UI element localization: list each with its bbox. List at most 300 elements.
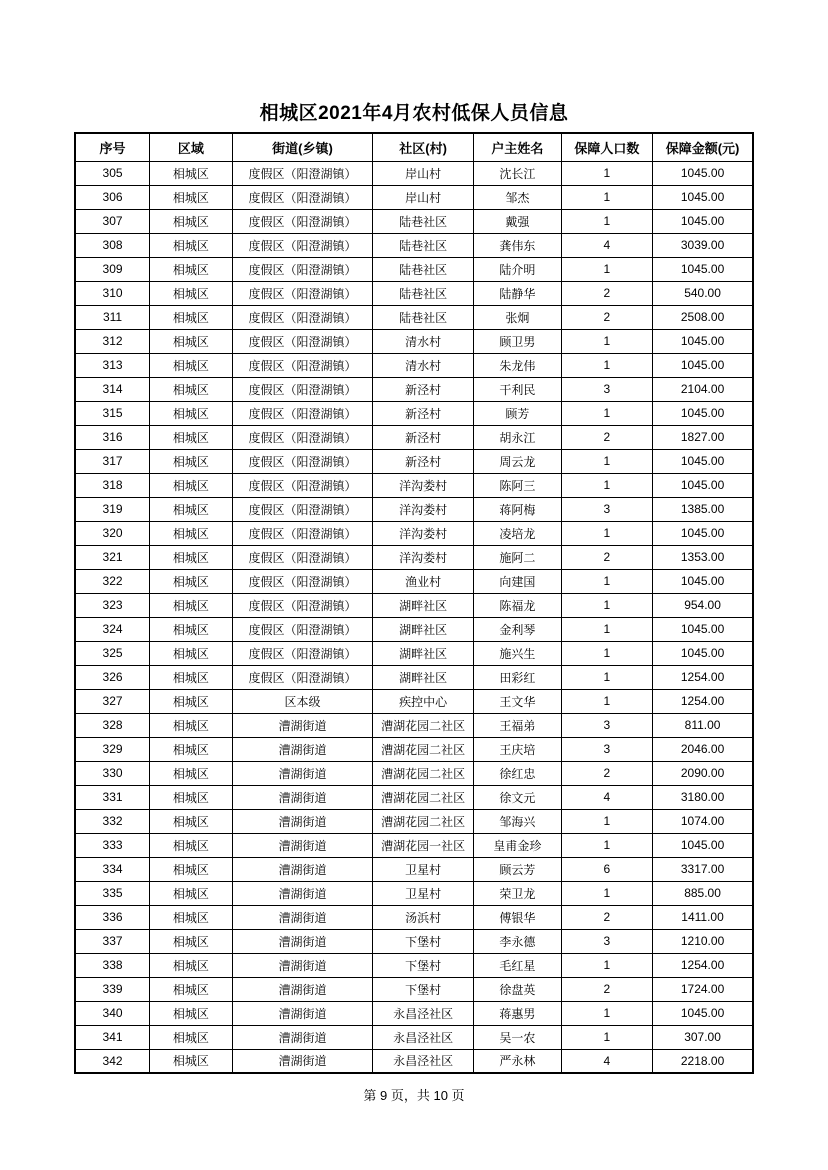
table-cell: 310 [75,281,150,305]
table-cell: 338 [75,953,150,977]
table-cell: 334 [75,857,150,881]
table-row [75,953,753,977]
table-cell: 相城区 [150,617,233,641]
table-cell: 2508.00 [653,305,753,329]
table-cell: 1045.00 [653,569,753,593]
table-cell: 相城区 [150,737,233,761]
table-cell: 954.00 [653,593,753,617]
table-cell: 相城区 [150,353,233,377]
table-cell: 度假区（阳澄湖镇） [232,257,372,281]
table-cell: 新泾村 [373,449,474,473]
table-cell: 317 [75,449,150,473]
table-cell: 漕湖花园二社区 [373,737,474,761]
table-cell: 相城区 [150,425,233,449]
table-cell: 朱龙伟 [474,353,561,377]
table-cell: 永昌泾社区 [373,1049,474,1073]
table-cell: 322 [75,569,150,593]
table-cell: 1 [561,593,653,617]
table-cell: 339 [75,977,150,1001]
table-cell: 相城区 [150,305,233,329]
table-row [75,929,753,953]
table-cell: 清水村 [373,353,474,377]
table-cell: 相城区 [150,833,233,857]
table-cell: 1254.00 [653,665,753,689]
table-cell: 1 [561,209,653,233]
table-cell: 邹海兴 [474,809,561,833]
table-cell: 331 [75,785,150,809]
table-cell: 相城区 [150,761,233,785]
table-cell: 漕湖街道 [232,929,372,953]
table-cell: 卫星村 [373,881,474,905]
table-row [75,473,753,497]
table-cell: 度假区（阳澄湖镇） [232,233,372,257]
table-cell: 相城区 [150,1025,233,1049]
table-cell: 1385.00 [653,497,753,521]
table-cell: 1 [561,353,653,377]
table-cell: 335 [75,881,150,905]
table-cell: 湖畔社区 [373,593,474,617]
table-cell: 1045.00 [653,449,753,473]
table-cell: 342 [75,1049,150,1073]
table-cell: 2 [561,305,653,329]
table-row [75,305,753,329]
table-cell: 1827.00 [653,425,753,449]
table-cell: 相城区 [150,209,233,233]
table-cell: 漕湖街道 [232,833,372,857]
table-cell: 度假区（阳澄湖镇） [232,161,372,185]
table-cell: 308 [75,233,150,257]
table-cell: 漕湖花园二社区 [373,785,474,809]
table-cell: 1254.00 [653,689,753,713]
table-cell: 3 [561,377,653,401]
welfare-table [74,132,754,1074]
table-row [75,761,753,785]
table-cell: 岸山村 [373,161,474,185]
table-cell: 新泾村 [373,377,474,401]
table-cell: 1045.00 [653,1001,753,1025]
table-cell: 漕湖街道 [232,737,372,761]
table-cell: 327 [75,689,150,713]
table-cell: 漕湖街道 [232,977,372,1001]
table-cell: 相城区 [150,785,233,809]
table-cell: 相城区 [150,329,233,353]
table-cell: 1210.00 [653,929,753,953]
table-cell: 漕湖街道 [232,713,372,737]
table-cell: 陆巷社区 [373,305,474,329]
table-cell: 张炯 [474,305,561,329]
table-cell: 陆巷社区 [373,209,474,233]
table-cell: 干利民 [474,377,561,401]
table-cell: 相城区 [150,953,233,977]
table-cell: 相城区 [150,473,233,497]
table-cell: 相城区 [150,857,233,881]
table-cell: 3317.00 [653,857,753,881]
table-cell: 漕湖花园二社区 [373,713,474,737]
table-cell: 度假区（阳澄湖镇） [232,617,372,641]
table-cell: 邹杰 [474,185,561,209]
table-cell: 龚伟东 [474,233,561,257]
table-cell: 6 [561,857,653,881]
header-cell: 街道(乡镇) [232,133,372,161]
table-cell: 325 [75,641,150,665]
table-row [75,257,753,281]
table-row [75,209,753,233]
table-cell: 田彩红 [474,665,561,689]
table-cell: 向建国 [474,569,561,593]
table-cell: 341 [75,1025,150,1049]
table-cell: 326 [75,665,150,689]
table-cell: 度假区（阳澄湖镇） [232,449,372,473]
table-cell: 1045.00 [653,401,753,425]
table-cell: 漕湖街道 [232,785,372,809]
table-cell: 332 [75,809,150,833]
table-cell: 1045.00 [653,185,753,209]
table-cell: 永昌泾社区 [373,1025,474,1049]
table-cell: 1045.00 [653,161,753,185]
table-cell: 3180.00 [653,785,753,809]
table-cell: 1045.00 [653,833,753,857]
table-cell: 333 [75,833,150,857]
table-cell: 陆介明 [474,257,561,281]
table-cell: 1045.00 [653,617,753,641]
table-row [75,641,753,665]
table-cell: 340 [75,1001,150,1025]
table-cell: 度假区（阳澄湖镇） [232,641,372,665]
table-cell: 施阿二 [474,545,561,569]
table-cell: 306 [75,185,150,209]
table-cell: 323 [75,593,150,617]
table-cell: 度假区（阳澄湖镇） [232,281,372,305]
table-cell: 度假区（阳澄湖镇） [232,425,372,449]
table-row [75,401,753,425]
table-cell: 328 [75,713,150,737]
table-cell: 2 [561,545,653,569]
table-cell: 1045.00 [653,641,753,665]
table-cell: 荣卫龙 [474,881,561,905]
table-cell: 1 [561,665,653,689]
table-row [75,857,753,881]
table-cell: 相城区 [150,497,233,521]
table-cell: 309 [75,257,150,281]
table-cell: 湖畔社区 [373,617,474,641]
table-cell: 区本级 [232,689,372,713]
table-cell: 度假区（阳澄湖镇） [232,473,372,497]
table-cell: 顾芳 [474,401,561,425]
table-cell: 度假区（阳澄湖镇） [232,329,372,353]
header-cell: 社区(村) [373,133,474,161]
table-cell: 度假区（阳澄湖镇） [232,665,372,689]
table-cell: 1 [561,1001,653,1025]
table-cell: 1 [561,953,653,977]
table-cell: 相城区 [150,521,233,545]
table-row [75,617,753,641]
table-cell: 相城区 [150,449,233,473]
table-cell: 漕湖街道 [232,1049,372,1073]
table-row [75,593,753,617]
table-cell: 度假区（阳澄湖镇） [232,353,372,377]
table-cell: 324 [75,617,150,641]
table-cell: 度假区（阳澄湖镇） [232,209,372,233]
table-cell: 313 [75,353,150,377]
table-cell: 漕湖街道 [232,809,372,833]
table-cell: 相城区 [150,545,233,569]
table-cell: 相城区 [150,641,233,665]
table-cell: 1 [561,1025,653,1049]
table-cell: 凌培龙 [474,521,561,545]
header-cell: 保障人口数 [561,133,653,161]
table-cell: 疾控中心 [373,689,474,713]
header-cell: 户主姓名 [474,133,561,161]
table-cell: 1 [561,161,653,185]
table-cell: 下堡村 [373,977,474,1001]
table-cell: 岸山村 [373,185,474,209]
table-cell: 1 [561,449,653,473]
table-cell: 徐盘英 [474,977,561,1001]
table-row [75,497,753,521]
table-cell: 渔业村 [373,569,474,593]
table-cell: 1 [561,329,653,353]
table-cell: 毛红星 [474,953,561,977]
table-cell: 王福弟 [474,713,561,737]
table-cell: 1074.00 [653,809,753,833]
table-row [75,569,753,593]
table-cell: 3 [561,713,653,737]
table-cell: 4 [561,785,653,809]
table-cell: 337 [75,929,150,953]
table-cell: 洋沟娄村 [373,473,474,497]
table-cell: 陆静华 [474,281,561,305]
table-cell: 311 [75,305,150,329]
table-cell: 永昌泾社区 [373,1001,474,1025]
table-row [75,521,753,545]
table-cell: 相城区 [150,233,233,257]
table-cell: 顾云芳 [474,857,561,881]
table-cell: 相城区 [150,929,233,953]
header-cell: 区域 [150,133,233,161]
header-cell: 序号 [75,133,150,161]
table-cell: 4 [561,233,653,257]
table-cell: 2 [561,761,653,785]
table-row [75,881,753,905]
table-cell: 陆巷社区 [373,233,474,257]
table-row [75,545,753,569]
table-cell: 下堡村 [373,929,474,953]
table-cell: 1724.00 [653,977,753,1001]
table-cell: 蒋惠男 [474,1001,561,1025]
table-row [75,1001,753,1025]
table-cell: 318 [75,473,150,497]
table-row [75,809,753,833]
table-cell: 施兴生 [474,641,561,665]
table-cell: 3 [561,929,653,953]
table-cell: 540.00 [653,281,753,305]
table-row [75,425,753,449]
table-cell: 2046.00 [653,737,753,761]
table-cell: 徐文元 [474,785,561,809]
table-cell: 307.00 [653,1025,753,1049]
table-cell: 2 [561,281,653,305]
table-cell: 漕湖花园二社区 [373,809,474,833]
table-cell: 相城区 [150,593,233,617]
table-cell: 傅银华 [474,905,561,929]
table-cell: 相城区 [150,713,233,737]
table-cell: 陈福龙 [474,593,561,617]
table-cell: 1353.00 [653,545,753,569]
table-cell: 314 [75,377,150,401]
table-cell: 沈长江 [474,161,561,185]
table-cell: 相城区 [150,881,233,905]
table-cell: 1045.00 [653,257,753,281]
table-cell: 蒋阿梅 [474,497,561,521]
table-cell: 陆巷社区 [373,257,474,281]
table-cell: 下堡村 [373,953,474,977]
page-title: 相城区2021年4月农村低保人员信息 [259,103,569,124]
table-cell: 4 [561,1049,653,1073]
table-row [75,329,753,353]
table-cell: 1411.00 [653,905,753,929]
table-cell: 1 [561,521,653,545]
table-cell: 1 [561,833,653,857]
table-cell: 相城区 [150,185,233,209]
table-cell: 320 [75,521,150,545]
table-cell: 1045.00 [653,521,753,545]
table-cell: 315 [75,401,150,425]
table-cell: 相城区 [150,809,233,833]
table-cell: 3039.00 [653,233,753,257]
table-cell: 李永德 [474,929,561,953]
table-cell: 相城区 [150,401,233,425]
table-cell: 811.00 [653,713,753,737]
table-cell: 相城区 [150,281,233,305]
table-cell: 漕湖街道 [232,953,372,977]
table-cell: 1045.00 [653,473,753,497]
table-cell: 1 [561,185,653,209]
table-cell: 1045.00 [653,329,753,353]
table-cell: 2218.00 [653,1049,753,1073]
table-row [75,281,753,305]
table-cell: 度假区（阳澄湖镇） [232,521,372,545]
table-cell: 2 [561,977,653,1001]
header-cell: 保障金额(元) [653,133,753,161]
table-cell: 漕湖花园二社区 [373,761,474,785]
table-cell: 吴一农 [474,1025,561,1049]
table-row [75,713,753,737]
table-row [75,737,753,761]
table-cell: 1 [561,617,653,641]
table-row [75,1025,753,1049]
table-cell: 1 [561,401,653,425]
table-cell: 度假区（阳澄湖镇） [232,305,372,329]
table-cell: 1045.00 [653,209,753,233]
table-cell: 相城区 [150,569,233,593]
table-cell: 新泾村 [373,425,474,449]
table-cell: 1 [561,641,653,665]
table-row [75,185,753,209]
table-cell: 度假区（阳澄湖镇） [232,401,372,425]
table-cell: 洋沟娄村 [373,545,474,569]
table-cell: 312 [75,329,150,353]
table-cell: 严永林 [474,1049,561,1073]
table-cell: 330 [75,761,150,785]
table-cell: 相城区 [150,977,233,1001]
table-row [75,449,753,473]
table-cell: 305 [75,161,150,185]
table-cell: 1 [561,569,653,593]
table-cell: 307 [75,209,150,233]
page-number: 第 9 页，共 10 页 [363,1088,465,1103]
table-cell: 1045.00 [653,353,753,377]
table-cell: 2104.00 [653,377,753,401]
table-cell: 湖畔社区 [373,665,474,689]
table-cell: 1 [561,809,653,833]
table-header-row [75,133,753,161]
table-row [75,785,753,809]
table-cell: 2 [561,905,653,929]
table-cell: 漕湖街道 [232,857,372,881]
table-cell: 相城区 [150,689,233,713]
table-cell: 陈阿三 [474,473,561,497]
table-cell: 319 [75,497,150,521]
table-row [75,977,753,1001]
table-cell: 湖畔社区 [373,641,474,665]
table-cell: 相城区 [150,161,233,185]
table-cell: 1 [561,881,653,905]
table-cell: 皇甫金珍 [474,833,561,857]
table-cell: 度假区（阳澄湖镇） [232,593,372,617]
table-cell: 相城区 [150,257,233,281]
table-cell: 汤浜村 [373,905,474,929]
table-cell: 漕湖街道 [232,1001,372,1025]
table-cell: 度假区（阳澄湖镇） [232,569,372,593]
table-cell: 3 [561,497,653,521]
table-cell: 329 [75,737,150,761]
table-cell: 2090.00 [653,761,753,785]
table-cell: 陆巷社区 [373,281,474,305]
table-cell: 相城区 [150,665,233,689]
table-row [75,377,753,401]
table-cell: 顾卫男 [474,329,561,353]
table-cell: 度假区（阳澄湖镇） [232,185,372,209]
table-cell: 885.00 [653,881,753,905]
table-cell: 徐红忠 [474,761,561,785]
table-cell: 相城区 [150,377,233,401]
table-row [75,833,753,857]
table-cell: 相城区 [150,905,233,929]
table-cell: 1254.00 [653,953,753,977]
table-cell: 321 [75,545,150,569]
table-cell: 清水村 [373,329,474,353]
table-row [75,233,753,257]
table-cell: 316 [75,425,150,449]
table-row [75,665,753,689]
table-cell: 洋沟娄村 [373,521,474,545]
table-cell: 王庆培 [474,737,561,761]
table-cell: 2 [561,425,653,449]
table-cell: 卫星村 [373,857,474,881]
table-cell: 相城区 [150,1049,233,1073]
table-cell: 3 [561,737,653,761]
table-cell: 度假区（阳澄湖镇） [232,545,372,569]
table-cell: 漕湖街道 [232,761,372,785]
table-cell: 漕湖街道 [232,1025,372,1049]
table-cell: 胡永江 [474,425,561,449]
table-cell: 度假区（阳澄湖镇） [232,497,372,521]
table-row [75,161,753,185]
table-cell: 洋沟娄村 [373,497,474,521]
table-cell: 336 [75,905,150,929]
table-cell: 新泾村 [373,401,474,425]
table-cell: 1 [561,473,653,497]
